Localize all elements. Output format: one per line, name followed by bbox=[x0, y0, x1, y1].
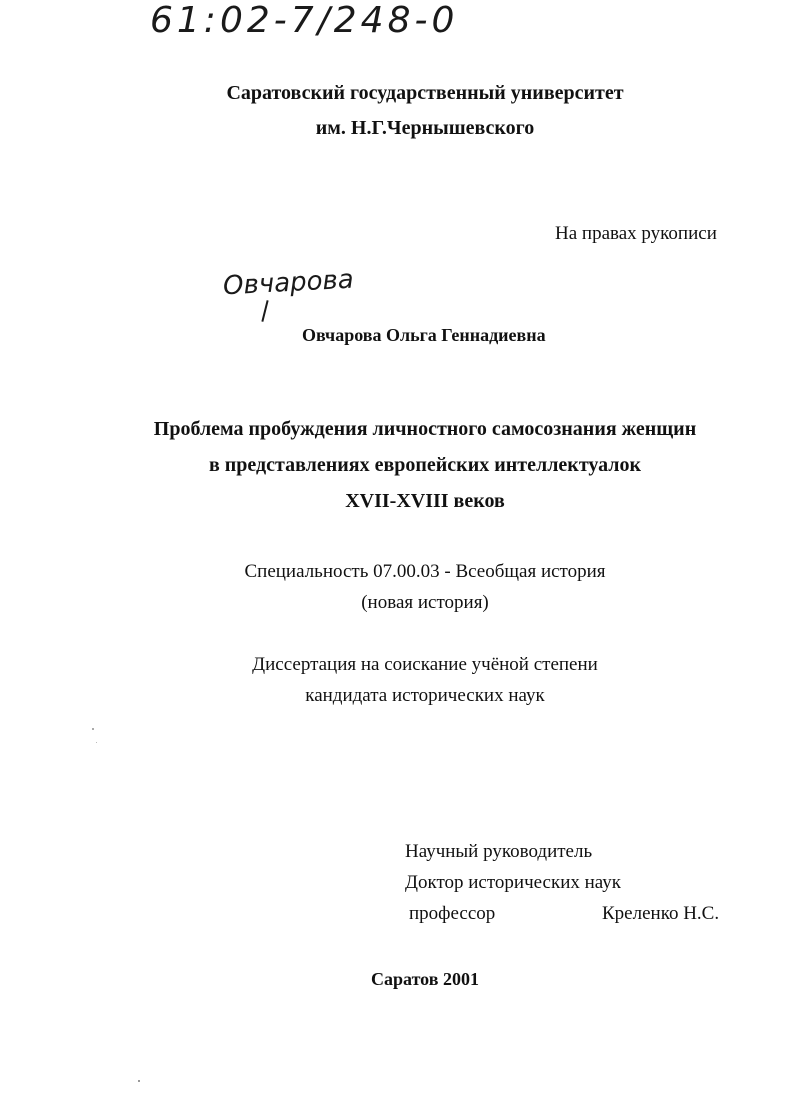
manuscript-rights: На правах рукописи bbox=[555, 223, 717, 244]
scan-speck bbox=[92, 728, 94, 730]
place-year: Саратов 2001 bbox=[371, 969, 479, 989]
supervisor-degree: Доктор исторических наук bbox=[405, 872, 621, 893]
signature-stroke bbox=[261, 300, 268, 322]
university-honorific: им. Н.Г.Чернышевского bbox=[315, 117, 535, 139]
supervisor-name: Креленко Н.С. bbox=[602, 903, 720, 924]
dissertation-degree: кандидата исторических наук bbox=[305, 685, 545, 706]
supervisor-role: Научный руководитель bbox=[405, 841, 593, 862]
supervisor-rank: профессор bbox=[409, 903, 496, 924]
specialty: Специальность 07.00.03 - Всеобщая история bbox=[244, 561, 606, 582]
author-signature: Овчарова bbox=[222, 264, 355, 302]
title-line-1: Проблема пробуждения личностного самосознания женщин bbox=[153, 418, 697, 440]
university-name: Саратовский государственный университет bbox=[226, 82, 624, 104]
dissertation-purpose: Диссертация на соискание учёной степени bbox=[252, 654, 598, 675]
scan-speck bbox=[138, 1080, 140, 1082]
specialty-subfield: (новая история) bbox=[361, 592, 489, 613]
author-name: Овчарова Ольга Геннадиевна bbox=[302, 325, 546, 345]
title-line-2: в представлениях европейских интеллектуалок bbox=[208, 454, 642, 476]
title-line-3: XVII-XVIII веков bbox=[345, 490, 505, 512]
scan-speck bbox=[96, 742, 97, 743]
archive-code: 61:02-7/248-0 bbox=[150, 0, 459, 41]
